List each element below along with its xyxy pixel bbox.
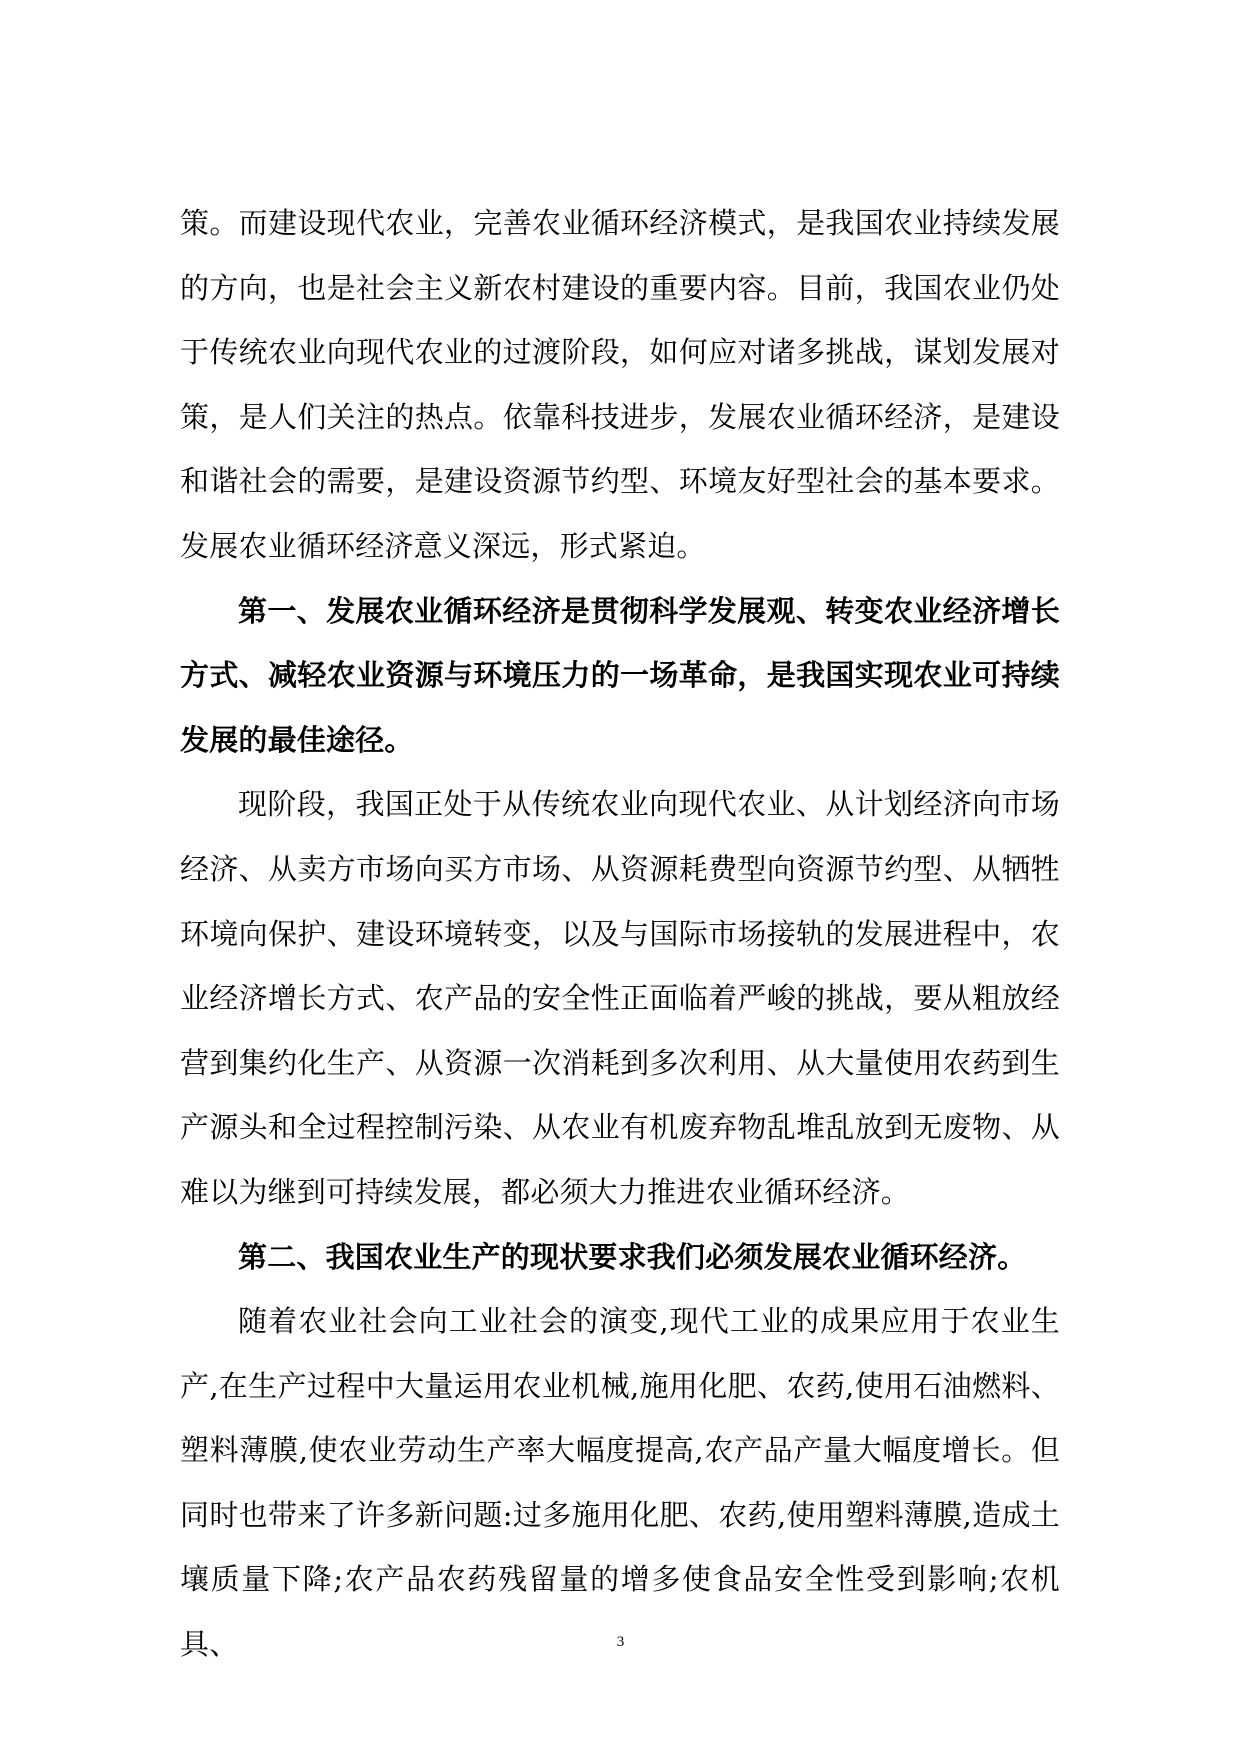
body-text (180, 191, 1060, 1677)
paragraph-current-stage: 现阶段，我国正处于从传统农业向现代农业、从计划经济向市场经济、从卖方市场向买方市场、从资源耗费型向资源节约型、从牺牲环境向保护、建设环境转变，以及与国际市场接轨的发展进程中，农业经济增长方式、农产品的安全性正面临着严峻的挑战，要从粗放经营到集约化生产、从资源一次消耗到多次利用、从大量使用农药到生产源头和全过程控制污染、从农业有机废弃物乱堆乱放到无废物、从难以为继到可持续发展，都必须大力推进农业循环经济。 (180, 787, 1060, 1209)
heading-first-point: 第一、发展农业循环经济是贯彻科学发展观、转变农业经济增长方式、减轻农业资源与环境压力的一场革命，是我国实现农业可持续发展的最佳途径。 (180, 593, 1060, 757)
page-number: 3 (616, 1634, 625, 1650)
paragraph-intro: 策。而建设现代农业，完善农业循环经济模式，是我国农业持续发展的方向，也是社会主义新农村建设的重要内容。目前，我国农业仍处于传统农业向现代农业的过渡阶段，如何应对诸多挑战，谋划发展对策，是人们关注的热点。依靠科技进步，发展农业循环经济，是建设和谐社会的需要，是建设资源节约型、环境友好型社会的基本要求。发展农业循环经济意义深远，形式紧迫。 (180, 206, 1060, 563)
heading-second-point: 第二、我国农业生产的现状要求我们必须发展农业循环经济。 (238, 1239, 1027, 1274)
paragraph-industrial-evolution: 随着农业社会向工业社会的演变,现代工业的成果应用于农业生产,在生产过程中大量运用农业机械,施用化肥、农药,使用石油燃料、塑料薄膜,使农业劳动生产率大幅度提高,农产品产量大幅度增长。但同时也带来了许多新问题:过多施用化肥、农药,使用塑料薄膜,造成土壤质量下降;农产品农药残留量的增多使食品安全性受到影响;农机具、 (180, 1304, 1060, 1662)
